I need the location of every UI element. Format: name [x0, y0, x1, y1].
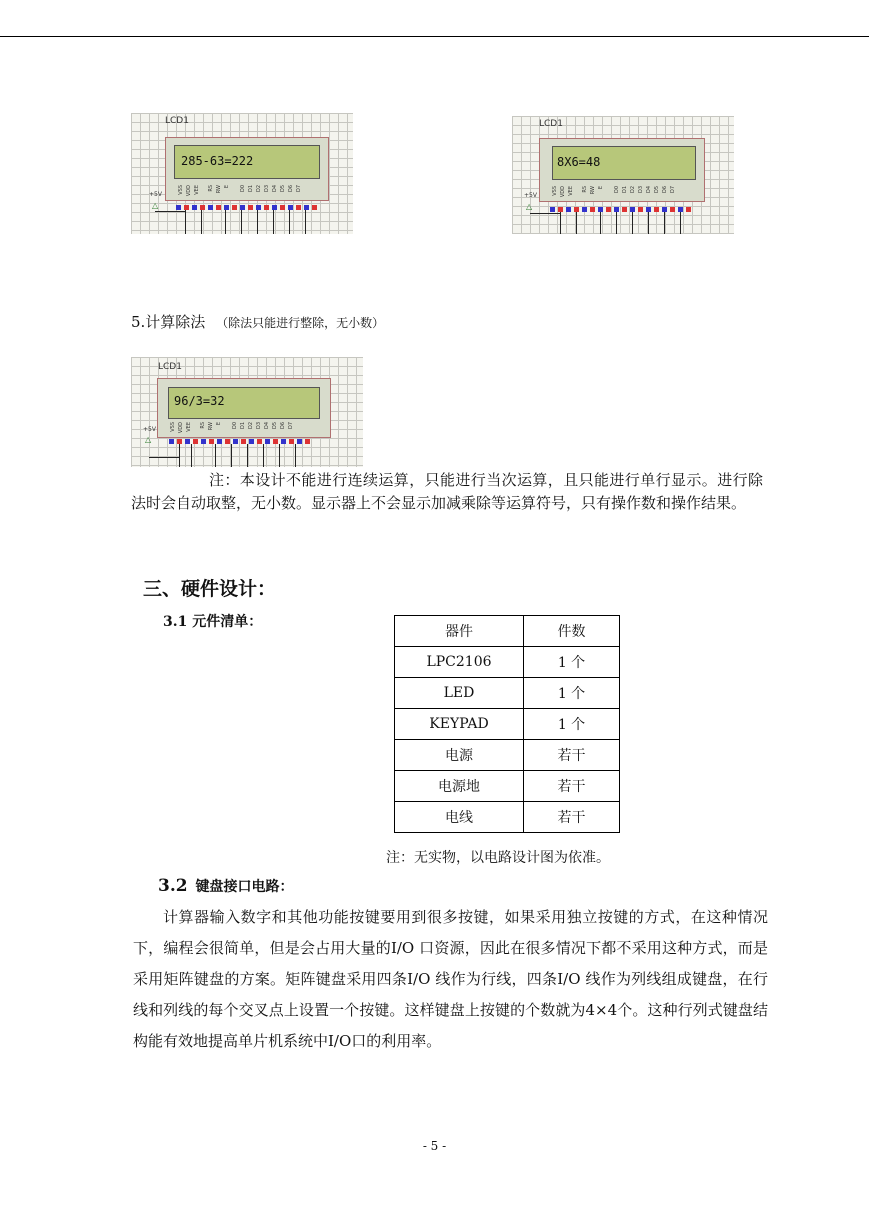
- lcd-label: LCD1: [165, 116, 189, 126]
- lcd-simulation-2: [512, 116, 734, 234]
- lcd-pin-label: D1: [248, 185, 254, 193]
- table-header-cell: 器件: [395, 616, 524, 647]
- table-cell: 若干: [524, 771, 620, 802]
- lcd-pin-label: E: [598, 186, 604, 190]
- lcd-pin-label: VDD: [560, 186, 566, 198]
- lcd-pin-label: E: [216, 422, 222, 426]
- lcd-simulation-1: [131, 113, 353, 234]
- lcd-pin-label: VSS: [178, 185, 184, 195]
- lcd-pin-label: VSS: [552, 186, 558, 196]
- lcd-pin-label: RS: [208, 185, 214, 192]
- section-5-title: 5.计算除法 （除法只能进行整除，无小数）: [131, 313, 385, 331]
- lcd-pin-label: VDD: [178, 422, 184, 434]
- lcd-pin-label: RS: [200, 422, 206, 429]
- lcd-simulation-3: [131, 357, 363, 467]
- lcd-pin-label: D6: [662, 186, 668, 194]
- lcd-pin-label: E: [224, 185, 230, 189]
- lcd-pin-label: D5: [654, 186, 660, 194]
- ground-symbol-icon: △: [526, 202, 533, 211]
- lcd-pin-label: VEE: [186, 422, 192, 432]
- lcd-body: [157, 378, 331, 438]
- lcd-pin-label: D6: [288, 185, 294, 193]
- table-header-cell: 件数: [524, 616, 620, 647]
- table-row: [395, 802, 620, 833]
- subsection-3-1-title: 3.1 元件清单：: [163, 614, 263, 630]
- lcd-pin-label: D1: [240, 422, 246, 430]
- table-cell: 若干: [524, 802, 620, 833]
- table-cell: 若干: [524, 740, 620, 771]
- table-cell: 电源: [395, 740, 524, 771]
- lcd-pin-label: RW: [216, 185, 222, 194]
- lcd-pin-row: [550, 207, 694, 212]
- table-cell: LPC2106: [395, 647, 524, 678]
- lcd-pin-label: D7: [670, 186, 676, 194]
- lcd-pin-label: D5: [280, 185, 286, 193]
- table-cell: 1 个: [524, 647, 620, 678]
- table-cell: LED: [395, 678, 524, 709]
- lcd-screen: [168, 387, 320, 419]
- lcd-pin-label: VEE: [194, 185, 200, 195]
- table-cell: KEYPAD: [395, 709, 524, 740]
- lcd-pin-label: D6: [280, 422, 286, 430]
- lcd-pin-label: D5: [272, 422, 278, 430]
- table-row: [395, 771, 620, 802]
- lcd-body: [539, 138, 705, 202]
- parts-list-table: [394, 615, 620, 833]
- lcd-pin-label: D0: [240, 185, 246, 193]
- power-label: +5V: [143, 426, 156, 433]
- table-note: 注：无实物，以电路设计图为依准。: [386, 850, 610, 866]
- table-cell: 电源地: [395, 771, 524, 802]
- header-rule: [0, 36, 869, 37]
- section-3-heading: 三、硬件设计：: [143, 578, 277, 600]
- subsection-3-2-text: 键盘接口电路：: [195, 879, 294, 895]
- power-label: +5V: [524, 192, 537, 199]
- table-row: [395, 740, 620, 771]
- lcd-pin-label: D4: [264, 422, 270, 430]
- lcd-pin-label: RS: [582, 186, 588, 193]
- lcd-pin-label: D4: [646, 186, 652, 194]
- lcd-pin-label: VEE: [568, 186, 574, 196]
- lcd-pin-label: D4: [272, 185, 278, 193]
- table-header-row: [395, 616, 620, 647]
- lcd-display-text: 8X6=48: [557, 155, 601, 169]
- table-cell: 1 个: [524, 678, 620, 709]
- lcd-body: [165, 137, 329, 201]
- lcd-pin-row: [176, 205, 320, 210]
- subsection-3-2-title: [158, 876, 293, 896]
- table-cell: 1 个: [524, 709, 620, 740]
- lcd-pin-label: D1: [622, 186, 628, 194]
- lcd-pin-label: RW: [208, 422, 214, 431]
- table-row: [395, 709, 620, 740]
- lcd-label: LCD1: [158, 362, 182, 372]
- table-row: [395, 647, 620, 678]
- lcd-pin-label: D3: [638, 186, 644, 194]
- page-number: - 5 -: [422, 1139, 447, 1153]
- lcd-pin-label: VDD: [186, 185, 192, 197]
- ground-symbol-icon: △: [145, 435, 152, 444]
- table-cell: 电线: [395, 802, 524, 833]
- ground-symbol-icon: △: [152, 201, 159, 210]
- lcd-pin-label: D2: [630, 186, 636, 194]
- lcd-pin-label: D0: [232, 422, 238, 430]
- lcd-pin-label: VSS: [170, 422, 176, 432]
- lcd-pin-label: D3: [264, 185, 270, 193]
- lcd-pin-label: D0: [614, 186, 620, 194]
- lcd-label: LCD1: [539, 119, 563, 129]
- lcd-pin-label: D2: [256, 185, 262, 193]
- lcd-display-text: 285-63=222: [181, 154, 254, 168]
- lcd-pin-label: D3: [256, 422, 262, 430]
- lcd-pin-label: D7: [296, 185, 302, 193]
- section-5-note: （除法只能进行整除，无小数）: [216, 316, 385, 330]
- table-row: [395, 678, 620, 709]
- lcd-pin-label: D7: [288, 422, 294, 430]
- lcd-screen: [552, 146, 696, 180]
- lcd-screen: [174, 145, 320, 179]
- note-paragraph: 注：本设计不能进行连续运算，只能进行当次运算，且只能进行单行显示。进行除法时会自动取整，无小数。显示器上不会显示加减乘除等运算符号，只有操作数和操作结果。: [131, 471, 763, 512]
- lcd-display-text: 96/3=32: [174, 394, 225, 408]
- subsection-3-2-number: 3.2: [158, 876, 188, 896]
- lcd-pin-label: D2: [248, 422, 254, 430]
- lcd-pin-label: RW: [590, 186, 596, 195]
- keyboard-circuit-paragraph: 计算器输入数字和其他功能按键要用到很多按键，如果采用独立按键的方式，在这种情况下，编程会很简单，但是会占用大量的I/O 口资源，因此在很多情况下都不采用这种方式，而是采用矩阵键盘的方案。矩阵键盘采用四条I/O 线作为行线，四条I/O 线作为列线组成键盘，在行线和列线的每个交叉点上设置一个按键。这样键盘上按键的个数就为4×4个。这种行列式键盘结构能有效地提高单片机系统中I/O口的利用率。: [133, 908, 768, 1050]
- power-label: +5V: [149, 191, 162, 198]
